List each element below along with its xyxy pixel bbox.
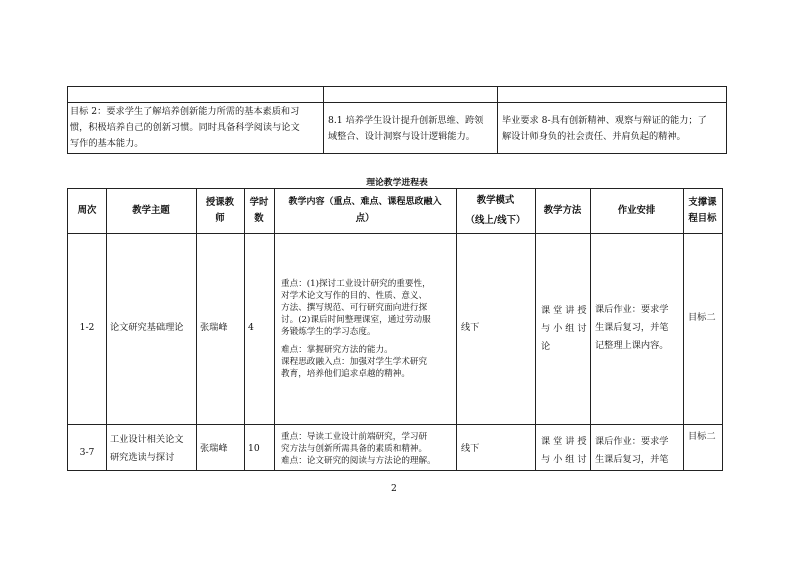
header-teacher: 授课教 <box>205 197 235 208</box>
header-content: 点） <box>355 213 375 224</box>
header-content: 教学内容（重点、难点、课程思政融入 <box>288 197 442 207</box>
row-topic: 工业设计相关论文 <box>110 434 184 445</box>
row-content-line: 究方法与创新所需具备的素质和精神。 <box>281 444 428 454</box>
page-number: 2 <box>391 483 397 494</box>
header-hours: 学时 <box>249 197 269 208</box>
header-goal: 程目标 <box>688 213 717 224</box>
row-content-line: 务锻炼学生的学习态度。 <box>281 327 376 337</box>
row-method-line: 论 <box>541 341 551 352</box>
header-homework: 作业安排 <box>617 205 656 216</box>
row-week: 3-7 <box>79 447 95 458</box>
row-content-line: 重点：导读工业设计前端研究，学习研 <box>281 432 428 442</box>
table-caption: 理论教学进程表 <box>366 178 428 188</box>
row-teacher: 张瑞峰 <box>200 443 228 454</box>
objective-text-line: 写作的基本能力。 <box>70 138 144 149</box>
row-content-line: 难点：掌握研究方法的能力。 <box>281 345 393 355</box>
header-hours: 数 <box>254 213 264 224</box>
row-homework-line: 课后作业：要求学 <box>595 436 669 447</box>
header-mode: 教学模式 <box>476 195 515 206</box>
row-method-line: 与 小 组 讨 <box>541 323 587 334</box>
row-hours: 10 <box>248 443 260 454</box>
row-content-line: 讨。(2)课后时间整理课室，通过劳动服 <box>281 315 431 325</box>
graduation-req-line: 解设计师身负的社会责任、并肩负起的精神。 <box>502 131 686 142</box>
row-content-line: 方法、撰写规范、可行研究面向进行探 <box>281 303 428 313</box>
row-homework-line: 生课后复习，并笔 <box>595 454 669 465</box>
header-teacher: 师 <box>215 213 225 224</box>
row-week: 1-2 <box>79 322 95 333</box>
header-mode: （线上/线下） <box>465 215 526 226</box>
objective-text-line: 惯，积极培养自己的创新习惯。同时具备科学阅读与论文 <box>70 122 300 133</box>
row-teacher: 张瑞峰 <box>200 322 228 333</box>
row-content-line: 难点：论文研究的阅读与方法论的理解。 <box>281 456 436 466</box>
graduation-req-line: 毕业要求 8-具有创新精神、观察与辩证的能力；了 <box>502 115 707 126</box>
header-goal: 支撑课 <box>688 197 717 208</box>
header-topic: 教学主题 <box>132 205 170 216</box>
row-content-line: 课程思政融入点：加强对学生学术研究 <box>281 357 428 367</box>
row-content-line: 教育，培养他们追求卓越的精神。 <box>281 369 410 379</box>
row-homework-line: 生课后复习，并笔 <box>595 322 669 333</box>
row-homework-line: 课后作业：要求学 <box>595 304 669 315</box>
row-method-line: 与 小 组 讨 <box>541 454 587 465</box>
indicator-text-line: 域整合、设计洞察与设计逻辑能力。 <box>328 131 475 142</box>
row-content-line: 对学术论文写作的目的、性质、意义、 <box>281 291 428 301</box>
objective-text-line: 目标 2：要求学生了解培养创新能力所需的基本素质和习 <box>70 106 300 117</box>
row-content-line: 重点：(1)探讨工业设计研究的重要性， <box>281 279 431 289</box>
header-method: 教学方法 <box>543 205 582 216</box>
row-topic: 研究选读与探讨 <box>110 452 175 463</box>
row-method-line: 课 堂 讲 授 <box>541 436 587 447</box>
row-goal: 目标二 <box>688 312 716 323</box>
row-goal: 目标二 <box>688 431 716 442</box>
header-week: 周次 <box>77 205 97 216</box>
indicator-text-line: 8.1 培养学生设计提升创新思维、跨领 <box>328 115 484 126</box>
row-hours: 4 <box>248 322 254 333</box>
row-mode: 线下 <box>461 322 480 333</box>
row-homework-line: 记整理上课内容。 <box>595 340 669 351</box>
row-mode: 线下 <box>461 443 480 454</box>
row-method-line: 课 堂 讲 授 <box>541 305 587 316</box>
row-topic: 论文研究基础理论 <box>110 322 184 333</box>
